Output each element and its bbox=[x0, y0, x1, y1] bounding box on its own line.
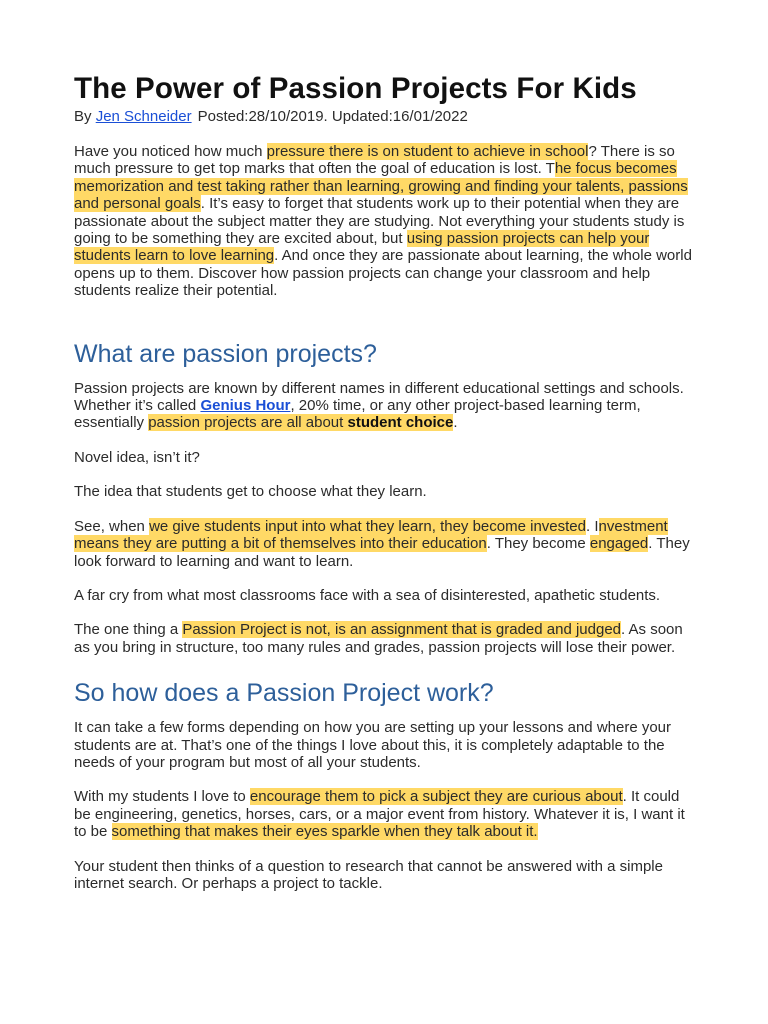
s1p6-text-2: . As soon as you bring in structure, too many rules and grades, passion projects will lose their power. bbox=[74, 621, 683, 656]
intro-text-3: . It’s easy to forget that students work up to their potential when they are passionate about the subject matter they are studying. Not everything your students study is going to be something they are excited about, but bbox=[74, 195, 685, 248]
author-link[interactable]: Jen Schneider bbox=[95, 108, 192, 125]
section2-paragraph-2 bbox=[74, 788, 696, 840]
s1p1-highlight-text: passion projects are all about bbox=[148, 414, 348, 432]
intro-highlight-1: pressure there is on student to achieve in school bbox=[266, 143, 589, 160]
s1p1-text-3: . bbox=[453, 414, 458, 432]
s1p4-text-1: See, when bbox=[74, 517, 150, 535]
s1p4-text-2: . I bbox=[586, 517, 599, 535]
s2p2-highlight-2: something that makes their eyes sparkle when they talk about it. bbox=[111, 823, 538, 841]
s1p6-highlight-1: Passion Project is not, is an assignment that is graded and judged bbox=[182, 621, 622, 639]
intro-text-4: . And once they are passionate about learning, the whole world opens up to them. Discover how passion projects can change your classroom and help students realize their potential. bbox=[74, 247, 692, 300]
intro-text-1: Have you noticed how much bbox=[74, 143, 267, 160]
section1-paragraph-1 bbox=[74, 380, 696, 432]
section1-paragraph-6 bbox=[74, 621, 696, 656]
s1p1-highlight bbox=[148, 414, 453, 431]
s2p2-text-1: With my students I love to bbox=[74, 788, 250, 806]
intro-text-2: ? There is so much pressure to get top marks that often the goal of education is lost. T bbox=[74, 143, 675, 178]
s1p1-highlight-strong: student choice bbox=[347, 414, 454, 432]
byline-by: By bbox=[74, 108, 96, 125]
s1p1-text-1: Passion projects are known by different names in different educational settings and schools. Whether it’s called bbox=[74, 379, 684, 415]
s2p2-text-2: . It could be engineering, genetics, horses, cars, or a major event from history. Whatever it is, I want it to be bbox=[74, 788, 685, 841]
section2-paragraph-1: It can take a few forms depending on how you are setting up your lessons and where your students are at. That’s one of the things I love about this, it is completely adaptable to the needs of your program but most of all your students. bbox=[74, 719, 672, 771]
s1p4-highlight-3: engaged bbox=[589, 535, 649, 553]
section-heading-how-does: So how does a Passion Project work? bbox=[74, 679, 494, 708]
intro-paragraph bbox=[74, 143, 696, 300]
page-title: The Power of Passion Projects For Kids bbox=[74, 72, 637, 105]
s1p4-highlight-2: nvestment means they are putting a bit of themselves into their education bbox=[74, 517, 668, 553]
section1-paragraph-5: A far cry from what most classrooms face with a sea of disinterested, apathetic students. bbox=[74, 586, 661, 604]
section1-paragraph-2: Novel idea, isn’t it? bbox=[74, 448, 200, 466]
s2p2-highlight-1: encourage them to pick a subject they are curious about bbox=[249, 788, 623, 806]
s1p6-text-1: The one thing a bbox=[74, 621, 183, 639]
intro-highlight-2: he focus becomes memorization and test taking rather than learning, growing and finding your talents, passions and personal goals bbox=[74, 160, 688, 213]
genius-hour-link[interactable]: Genius Hour bbox=[200, 397, 291, 415]
section2-paragraph-3: Your student then thinks of a question to research that cannot be answered with a simple internet search. Or perhaps a project to tackle. bbox=[74, 857, 663, 892]
intro-highlight-3: using passion projects can help your students learn to love learning bbox=[74, 230, 650, 265]
s1p4-text-4: . They look forward to learning and want to learn. bbox=[74, 535, 690, 570]
s1p4-highlight-1: we give students input into what they learn, they become invested bbox=[149, 517, 586, 535]
post-dates: Posted:28/10/2019. Updated:16/01/2022 bbox=[197, 108, 468, 125]
byline bbox=[74, 108, 696, 126]
s1p1-text-2: , 20% time, or any other project-based learning term, essentially bbox=[74, 397, 641, 432]
section-heading-what-are: What are passion projects? bbox=[74, 339, 377, 368]
section1-paragraph-3: The idea that students get to choose what they learn. bbox=[74, 483, 427, 501]
section1-paragraph-4 bbox=[74, 518, 696, 570]
s1p4-text-3: . They become bbox=[486, 535, 590, 553]
